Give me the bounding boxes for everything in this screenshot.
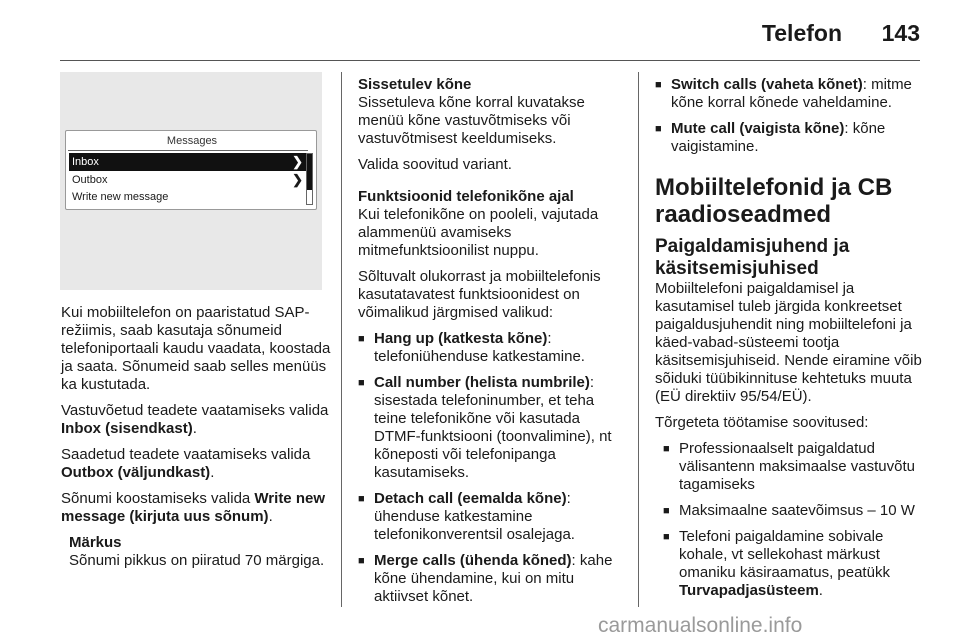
paragraph: Sõnumi koostamiseks valida Write new message (kirjuta uus sõnum).	[61, 490, 325, 525]
subsection-heading: Paigaldamisjuhend ja käsitsemisjuhised	[655, 236, 850, 279]
list-item: ■ Merge calls (ühenda kõned): kahe kõne ühendamine, kui on mitu aktiivset kõnet.	[358, 552, 628, 606]
note-title: Märkus	[69, 534, 122, 551]
column-divider-2	[638, 72, 639, 607]
paragraph: Vastuvõetud teadete vaatamiseks valida Inbox (sisendkast).	[61, 402, 329, 437]
section-heading: Sissetulev kõne	[358, 76, 472, 93]
column-divider-1	[341, 72, 342, 607]
paragraph: Valida soovitud variant.	[358, 156, 512, 173]
list-item: ■ Hang up (katkesta kõne): telefoniühenduse katkestamine.	[358, 330, 628, 366]
menu-item-outbox: Outbox ❯	[72, 172, 303, 187]
paragraph: Kui telefonikõne on pooleli, vajutada alammenüü avamiseks mitmefunktsioonilist nuppu.	[358, 206, 599, 259]
header-rule	[60, 60, 920, 61]
page-header	[0, 14, 960, 54]
column-1-text	[61, 304, 331, 570]
paragraph: Sissetuleva kõne korral kuvatakse menüü kõne vastuvõtmiseks või vastuvõtmisest keeldumiseks.	[358, 94, 585, 147]
menu-item-inbox: Inbox ❯	[69, 153, 307, 171]
page-title: Telefon	[761, 20, 842, 46]
note-text: Sõnumi pikkus on piiratud 70 märgiga.	[69, 552, 325, 569]
list-item: ■ Switch calls (vaheta kõnet): mitme kõne korral kõnede vaheldamine.	[655, 76, 925, 112]
list-item: ■ Professionaalselt paigaldatud välisantenn maksimaalse vastuvõtu tagamiseks	[663, 440, 925, 494]
menu-title: Messages	[166, 135, 218, 147]
paragraph: Saadetud teadete vaatamiseks valida Outbox (väljundkast).	[61, 446, 311, 481]
list-item: ■ Telefoni paigaldamine sobivale kohale, vt sellekohast märkust omaniku käsiraamatus, peatükk Turvapadjasüsteem.	[663, 528, 925, 600]
scrollbar-thumb	[307, 154, 312, 190]
list-item: ■ Maksimaalne saatevõimsus – 10 W	[663, 502, 925, 520]
list-item: ■ Call number (helista numbrile): sisestada telefoninumber, et teha teine telefonikõne või kasutada DTMF-funktsiooni (toonvalimine), nt kõneposti või telefonipanga kasutamiseks.	[358, 374, 628, 482]
section-heading: Funktsioonid telefonikõne ajal	[358, 188, 574, 205]
chevron-right-icon: ❯	[292, 172, 303, 187]
column-3-text	[655, 76, 925, 608]
paragraph: Sõltuvalt olukorrast ja mobiiltelefonis kasutatavatest funktsioonidest on võimalikud järgmised valikud:	[358, 268, 601, 321]
paragraph: Tõrgeteta töötamise soovitused:	[655, 414, 869, 431]
paragraph: Mobiiltelefoni paigaldamisel ja kasutamisel tuleb järgida konkreetset paigaldusjuhendit ning mobiiltelefoni ja käed-vabad-süsteemi tootja käsitsemisjuhiseid. Nende eiramine võib sõiduki tüübikinnituse kehtetuks muuta (EÜ direktiiv 95/54/EÜ).	[655, 280, 922, 405]
menu-divider	[68, 150, 308, 151]
list-item: ■ Detach call (eemalda kõne): ühenduse katkestamine telefonikonverentsil osalejaga.	[358, 490, 628, 544]
chapter-heading: Mobiiltelefonid ja CB raadioseadmed	[655, 174, 893, 228]
menu-scrollbar	[306, 153, 313, 205]
column-2-text	[358, 76, 628, 614]
paragraph: Kui mobiiltelefon on paaristatud SAP-režiimis, saab kasutaja sõnumeid telefoniportaali kaudu vaadata, koostada ja saata. Sõnumeid saab selles menüüs ka kustutada.	[61, 304, 331, 393]
page-number: 143	[881, 20, 920, 46]
watermark: carmanualsonline.info	[598, 614, 803, 637]
messages-screen-figure	[60, 72, 322, 290]
note-box	[61, 534, 331, 570]
list-item: ■ Mute call (vaigista kõne): kõne vaigistamine.	[655, 120, 925, 156]
menu-item-write-new-message: Write new message	[72, 191, 169, 203]
display-screen	[65, 130, 317, 210]
recommendations-list	[655, 440, 925, 600]
chevron-right-icon: ❯	[292, 154, 303, 169]
